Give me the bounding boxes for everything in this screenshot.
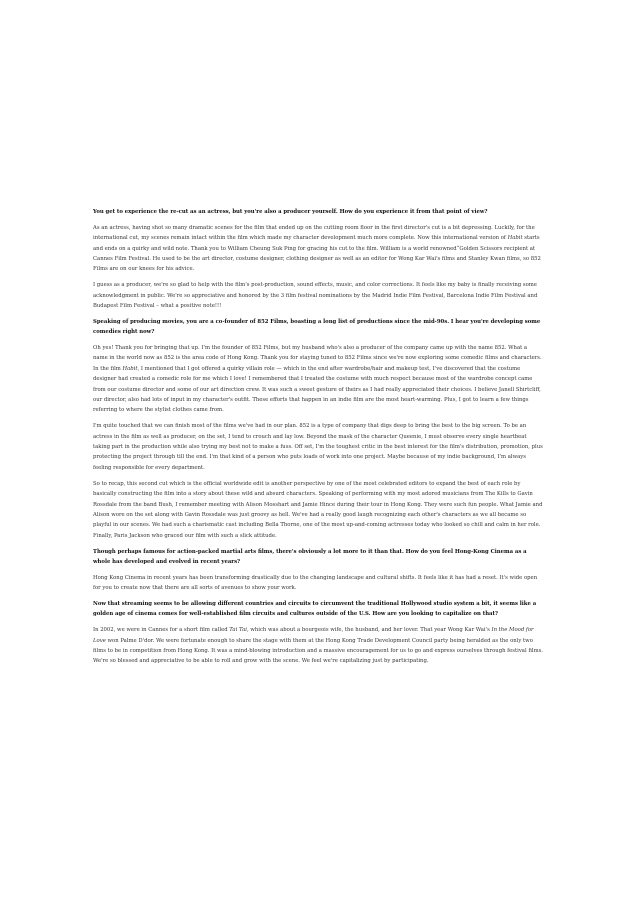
interview-question: Though perhaps famous for action-packed martial arts films, there's obviously a lot more to it than that. How do you feel Hong-Kong Cinema as a whole has developed and evolved in recent years? xyxy=(93,548,527,565)
film-title: Habit xyxy=(507,235,523,242)
interview-answer: I guess as a producer, we're so glad to help with the film's post-production, sound effects, music, and color corrections. It feels like my baby is finally receiving some acknowledgment in public. We're so appreciative and honored by the 3 film festival nominations by the Madrid Indie Film Festival, Barcelona Indie Film Festival and Budapest Film Festival – what a positive note!!! xyxy=(93,282,538,310)
answer-text: As an actress, having shot so many dramatic scenes for the film that ended up on the cutting room floor in the first director's cut is a bit depressing. Luckily, for the international cut, my scenes remain intact within the film which made my character development much more complete. Now this international version of xyxy=(93,224,535,242)
answer-text: starts and ends on a quirky and wild note. Thank you to William Cheung Suk Ping for gracing his cut to the film. William is a world renowned“Golden Scissors recipient at Cannes Film Festival. He used to be the art director, costume designer, clothing designer as well as an editor for Wong Kar Wai's films and Stanley Kwan films, so 852 Films are on our knees for his advice. xyxy=(93,235,541,273)
answer-text: Oh yes! Thank you for bringing that up. I'm the founder of 852 Films, but my husband who's also a producer of the company came up with the name 852. What a name in the world now as 852 is the area code of Hong Kong. Thank you for staying tuned to 852 Films since we're now exploring some comedic films and characters. In the film xyxy=(93,345,542,372)
film-title: Tai Tai xyxy=(229,627,247,634)
interview-answer: Hong Kong Cinema in recent years has been transforming drastically due to the changing landscape and cultural shifts. It feels like it has had a reset. It's wide open for you to create now that there are all sorts of avenues to show your work. xyxy=(93,574,538,592)
interview-answer xyxy=(93,223,543,275)
answer-text: , which was about a bourgeois wife, the husband, and her lover. That year Wong Kar Wai's xyxy=(246,627,492,634)
interview-answer: So to recap, this second cut which is the official worldwide edit is another perspective by one of the most celebrated editors to expand the best of each role by basically constructing the film into a story about these wild and absurd characters. Speaking of performing with my most adored musicians from The Kills to Gavin Rossdale from the band Bush, I remember meeting with Alison Mosshart and Jamie Hince during their tour in Hong Kong. They were such fun people. What Jamie and Alison wore on the set along with Gavin Rossdale was just groovy as hell. We've had a really good laugh recognizing each other's characters as we all became so playful in our scenes. We had such a charismatic cast including Bella Thorne, one of the most up-and-coming actresses today who looked so chill and calm in her role. Finally, Paris Jackson who graced our film with such a slick attitude. xyxy=(93,480,543,539)
interview-answer: I'm quite touched that we can finish most of the films we've had in our plan. 852 is a type of company that digs deep to bring the best to the big screen. To be an actress in the film as well as producer, on the set, I tend to crouch and lay low. Beyond the mask of the character Queenie, I must observe every single heartbeat taking part in the production while also trying my best not to make a fuss. Off set, I'm the toughest critic in the best interest for the film's distribution, promotion, plus protecting the project through till the end. I'm that kind of a person who puts loads of work into one project. Maybe because of my indie background, I'm always feeling responsible for every department. xyxy=(93,423,543,471)
answer-text: won Palme D'dor. We were fortunate enough to share the stage with them at the Hong Kong Trade Development Council party being heralded as the only two films to be in competition from Hong Kong. It was a mind-blowing introduction and a massive encouragement for us to go and express ourselves through festival films. We're so blessed and appreciative to be able to roll and grow with the scene. We feel we're capitalizing just by participating. xyxy=(93,637,543,665)
interview-answer xyxy=(93,625,543,667)
interview-question: You get to experience the re-cut as an actress, but you're also a producer yourself. How do you experience it from that point of view? xyxy=(93,209,488,215)
film-title: In the Mood for Love xyxy=(93,627,534,644)
answer-text: In 2002, we were in Cannes for a short film called xyxy=(93,627,230,634)
interview-question: Now that streaming seems to be allowing different countries and circuits to circumvent the traditional Hollywood studio system a bit, it seems like a golden age of cinema comes for well-established film circuits and cultures outside of the U.S. How are you looking to capitalize on that? xyxy=(93,600,537,618)
film-title: Habit xyxy=(122,365,138,372)
interview-answer xyxy=(93,343,543,416)
interview-question: Speaking of producing movies, you are a co-founder of 852 Films, boasting a long list of productions since the mid-90s. I hear you're developing some comedies right now? xyxy=(93,318,541,336)
article-body xyxy=(93,207,543,672)
answer-text: , I mentioned that I got offered a quirky villain role — which in the end after wardrobe/hair and makeup test, I've discovered that the costume designer had created a comedic role for me which I love! I remembered that I treated the costume with much respect because most of the wardrobe concept came from our costume director and some of our art direction crew. It was such a sweet gesture of theirs as I had really appreciated their choices. I believe Janell Shirtcliff, our director, also had lots of input in my character's outfit. These efforts that happen in an indie film are the most heart-warming. Plus, I got to learn a few things referring to where the stylist clothes came from. xyxy=(93,365,541,414)
